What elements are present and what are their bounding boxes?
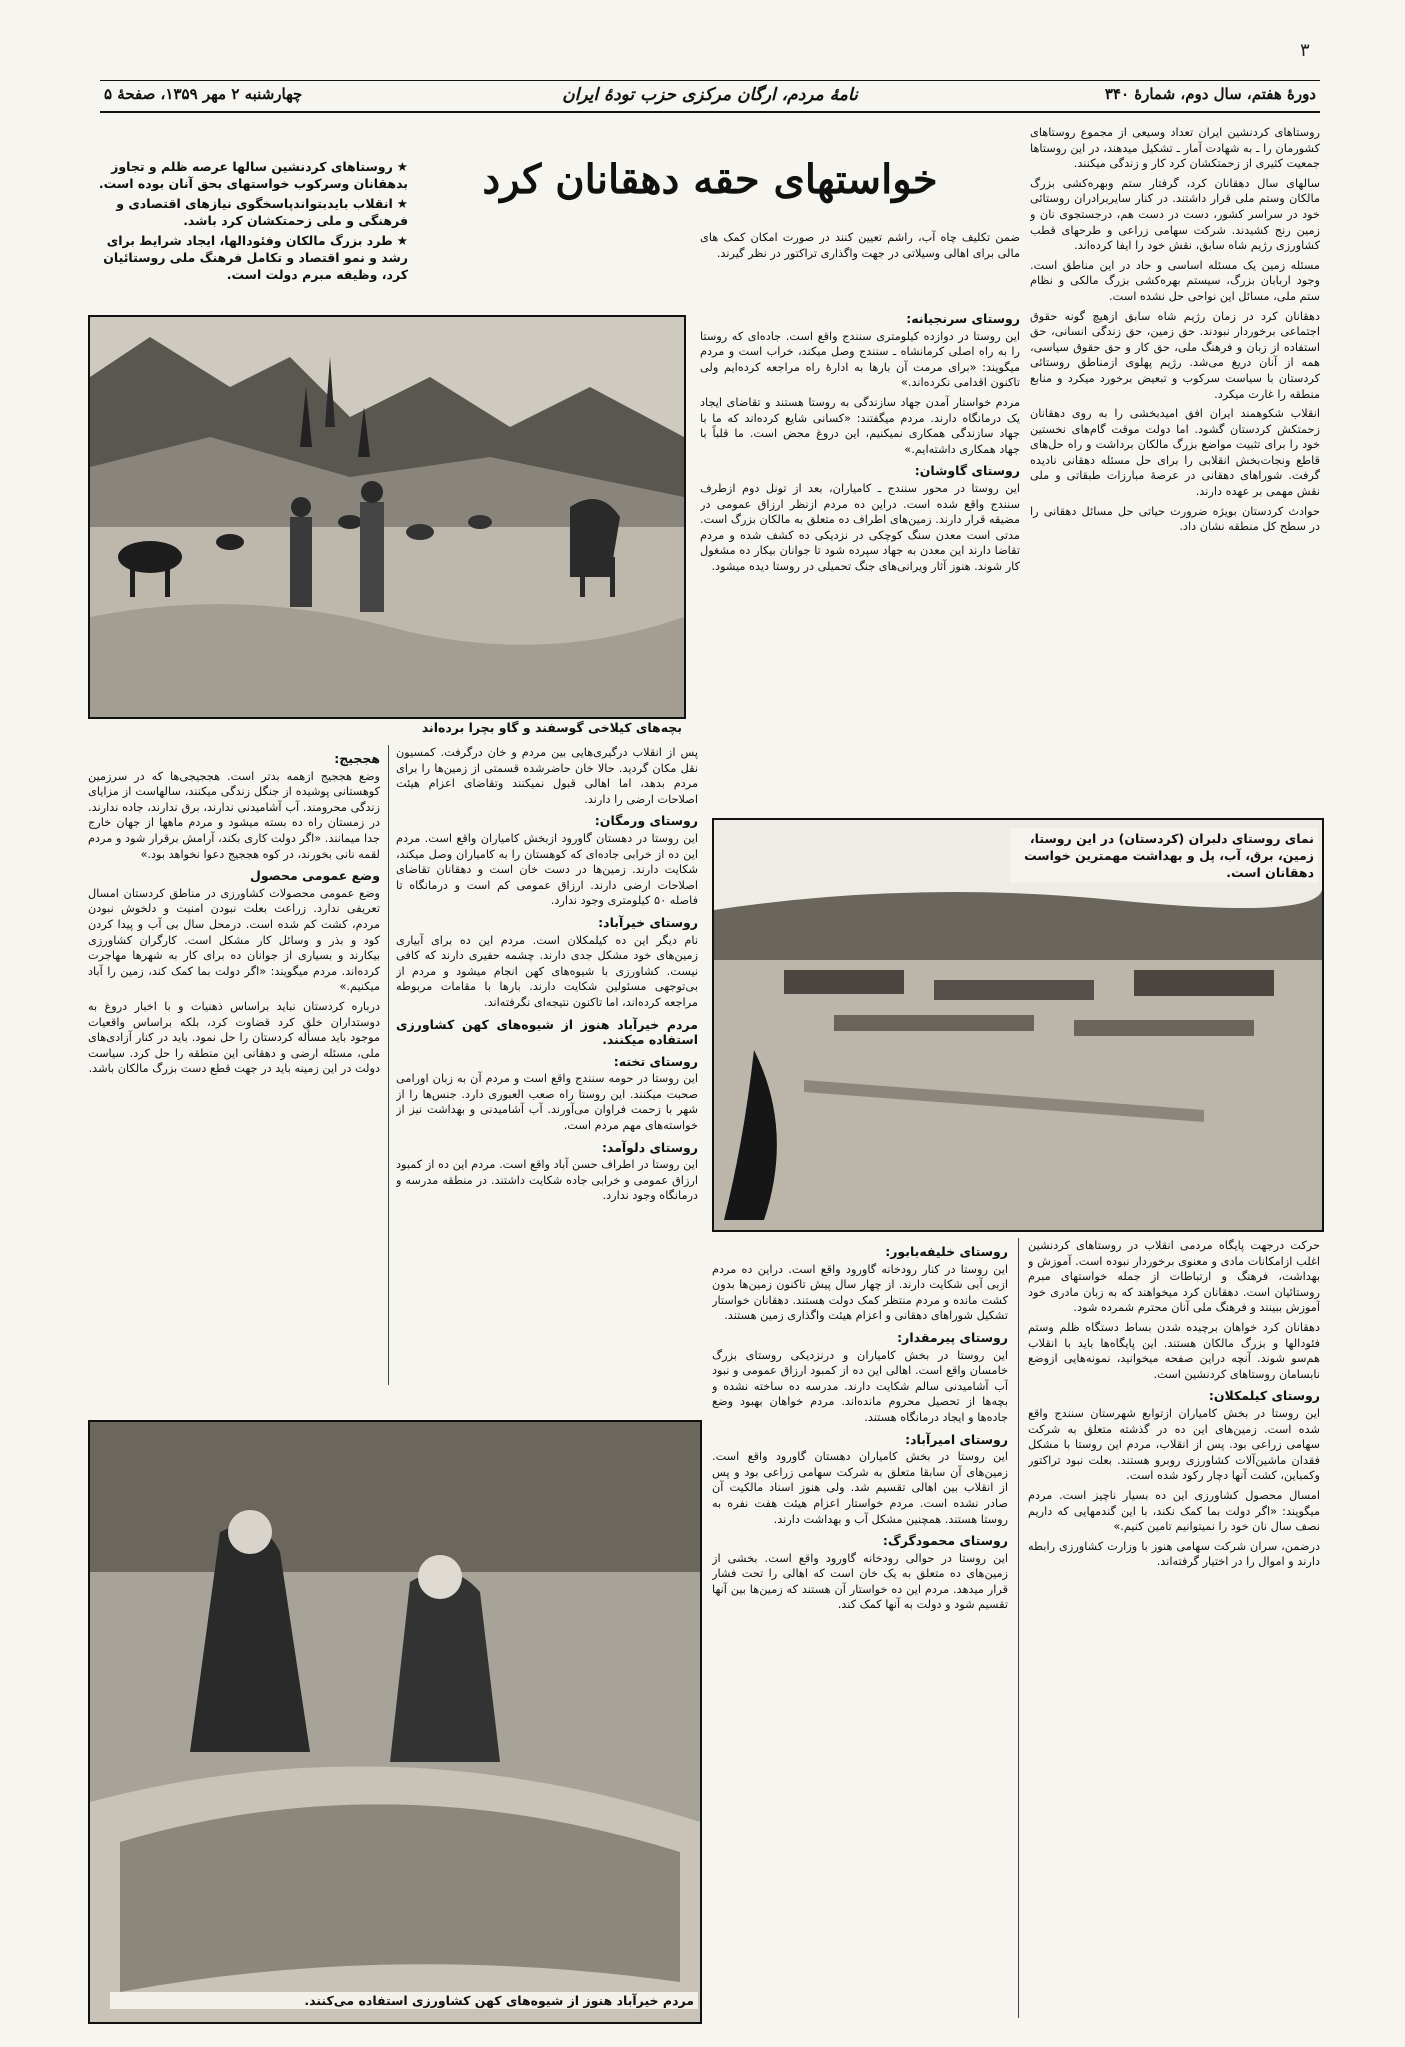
livestock-caption: بچه‌های کیلاخی گوسفند و گاو بچرا برده‌اند [421, 720, 682, 735]
paragraph: پس از انقلاب درگیری‌هایی بین مردم و خان درگرفت. کمسیون نقل مکان گردید. حالا خان حاضرشده قسمتی از زمین‌ها را برای مردم بدهد، اما اهالی قبول نمیکنند وتقاضای اعزام هیئت اصلاحات ارضی را دارند. [396, 746, 698, 806]
column-center-top [700, 230, 1020, 300]
paragraph: این روستا در کنار رودخانه گاورود واقع است. دراین ده مردم ازبی آبی شکایت دارند. از چهار سال پیش تاکنون زمین‌ها بدون کشت مانده و مردم منتظر کمک دولت هستند. دهقانان خواستار تشکیل شوراهای دهقانی و اعزام هیئت واگذاری زمین هستند. [712, 1262, 1008, 1323]
star-icon: ★ [396, 196, 408, 211]
date-page: چهارشنبه ۲ مهر ۱۳۵۹، صفحهٔ ۵ [104, 85, 303, 103]
paragraph: دهقانان کرد خواهان برچیده شدن بساط دستگاه ظلم وستم فئودالها و بزرگ مالکان هستند. این پایگاه‌ها باید با انقلاب هم‌سو شوند. آنچه دراین صفحه میخوانید، نمونه‌هایی ازوضع نابسامان روستاهای کردنشین است. [1028, 1320, 1320, 1381]
paragraph: این روستا در بخش کامیاران دهستان گاورود واقع است. زمین‌های آن سابقا متعلق به شرکت سهامی زراعی بود و پس از انقلاب بین اهالی تقسیم شد. ولی هنوز اسناد مالکیت آن صادر نشده است. مردم خواستار اعزام هیئت هفت نفره به روستا هستند. همچنین مشکل آب و بهداشت دارند. [712, 1450, 1008, 1526]
column-right-top [1030, 125, 1320, 825]
column-center-lower [396, 745, 698, 1415]
paragraph: این روستا در بخش کامیاران ازتوابع شهرستان سنندج واقع شده است. زمین‌های این ده در گذشته متعلق به شرکت سهامی زراعی بود. پس از انقلاب، مردم این روستا با مشکل فقدان ماشین‌آلات کشاورزی روبرو هستند. بعلت نبود تراکتور وکمباین، کشت آنها دچار رکود شده است. [1028, 1406, 1320, 1483]
section-heading: روستای ورمگان: [594, 813, 698, 829]
photo-women [88, 1420, 702, 2024]
paragraph: حوادث کردستان بویژه ضرورت حیاتی حل مسائل دهقانی را در سطح کل منطقه نشان داد. [1030, 504, 1320, 534]
paragraph: نام دیگر این ده کیلمکلان است. مردم این ده برای آبیاری زمین‌های خود مشکل جدی دارند. چشمه حفیری دارند که کافی نیست. کشاورزی با شیوه‌های کهن انجام میشود و مردم از بی‌توجهی مسئولین شکایت دارند. بارها با مقامات مربوطه مراجعه کرده‌اند، اما تاکنون نتیجه‌ای نگرفته‌اند. [396, 933, 698, 1009]
paragraph: مردم خواستار آمدن جهاد سازندگی به روستا هستند و تقاضای ایجاد یک درمانگاه دارند. مردم میگفتند: «کسانی شایع کرده‌اند که ما با جهاد سازندگی همکاری نمیکنیم، این دروغ محض است. ما قلباً با جهاد همکاری داشته‌ایم.» [700, 395, 1020, 456]
section-heading: روستای گاوشان: [914, 463, 1020, 479]
issue-info: دورهٔ هفتم، سال دوم، شمارهٔ ۳۴۰ [1104, 85, 1316, 103]
paragraph: این روستا در دوازده کیلومتری سنندج واقع است. جاده‌ای که روستا را به راه اصلی کرمانشاه ـ سنندج وصل میکند، خراب است و مردم میگویند: «برای مرمت آن بارها به ادارهٔ راه مراجعه کرده‌ایم ولی تاکنون اقدامی نکرده‌اند.» [700, 329, 1020, 390]
headline: خواستهای حقه دهقانان کرد [482, 156, 938, 203]
paragraph: این روستا در دهستان گاورود ازبخش کامیاران واقع است. مردم این ده از خرابی جاده‌ای که کوهستان را به کامیاران وصل میکند، شکایت دارند. زمین‌ها در دست خان است و دهقانان تقاضای اصلاحات ارضی دارند. ارزاق عمومی کم است و درمانگاه تا فاصله ۵۰ کیلومتری وجود ندارد. [396, 831, 698, 908]
section-heading: هججیج: [334, 751, 380, 766]
paragraph: امسال محصول کشاورزی این ده بسیار ناچیز است. مردم میگویند: «اگر دولت بما کمک نکند، با این گندمهایی که داریم نصف سال نان خود را نمیتوانیم تامین کنیم.» [1028, 1488, 1320, 1534]
paragraph: این روستا در بخش کامیاران و درنزدیکی روستای بزرگ خامسان واقع است. اهالی این ده از کمبود ارزاق عمومی و نبود آب آشامیدنی سالم شکایت دارند. مدرسه ده ساخته نشده و بچه‌ها از تحصیل محروم مانده‌اند. مردم خواهان بهبود وضع جاده‌ها و ایجاد درمانگاه هستند. [712, 1348, 1008, 1424]
star-icon: ★ [396, 233, 408, 248]
section-heading: وضع عمومی محصول [250, 868, 380, 884]
section-heading: روستای امیرآباد: [905, 1431, 1008, 1447]
section-heading: روستای تخته: [613, 1053, 698, 1069]
section-heading: روستای پیرمقدار: [897, 1329, 1008, 1345]
bullet-item: ★طرد بزرگ مالکان وفئودالها، ایجاد شرایط برای رشد و نمو اقتصاد و تکامل فرهنگ ملی روستائیان کرد، وظیفه مبرم دولت است. [103, 233, 408, 282]
bullet-item: ★روستاهای کردنشین سالها عرصه ظلم و تجاوز بدهقانان وسرکوب خواستهای بحق آنان بوده است. [98, 159, 408, 191]
paragraph: دهقانان کرد در زمان رژیم شاه سابق ازهیچ گونه حقوق اجتماعی برخوردار نبودند. حق زمین، حق زندگی انسانی، حق استفاده از زبان و فرهنگ ملی، حق کار و حق حقوق سیاسی، همه از آنان دریغ می‌شد. رژیم پهلوی ازمناطق روستائی کردستان با سیاست سرکوب و تبعیض برخورد میکرد و منابع منطقه را غارت میکرد. [1030, 309, 1320, 401]
paragraph: مسئله زمین یک مسئله اساسی و حاد در این مناطق است. وجود اربابان بزرگ، سیستم بهره‌کشی بزرگ مالکی و نظام ستم ملی، مسائل این نواحی حل نشده است. [1030, 258, 1320, 303]
paragraph: حرکت درجهت پایگاه مردمی انقلاب در روستاهای کردنشین اغلب ازامکانات مادی و معنوی برخوردار نبوده است. آموزش و بهداشت، فرهنگ و ارتباطات از جمله خواستهای مبرم روستائیان است. دهقانان کرد میخواهند که به زبان مادری خود آموزش ببینند و فرهنگ ملی آنان محترم شمرده شود. [1028, 1239, 1320, 1315]
column-right-lower [1028, 1238, 1320, 2033]
women-caption: مردم خیرآباد هنوز از شیوه‌های کهن کشاورزی استفاده می‌کنند. [110, 1992, 698, 2009]
section-heading: مردم خیرآباد هنوز از شیوه‌های کهن کشاورزی استفاده میکنند. [396, 1016, 698, 1048]
women-image [90, 1422, 700, 2022]
paragraph: این روستا در اطراف حسن آباد واقع است. مردم این ده از کمبود ارزاق عمومی و خرابی جاده شکایت داشتند. در منطقه مدرسه و درمانگاه وجود ندارد. [396, 1158, 698, 1203]
livestock-image [90, 317, 684, 717]
column-center-right-lower [712, 1238, 1008, 2033]
section-heading: روستای دلوآمد: [601, 1139, 698, 1155]
paragraph: درضمن، سران شرکت سهامی هنوز با وزارت کشاورزی رابطه دارند و اموال را در اختیار گرفته‌اند. [1028, 1539, 1320, 1569]
column-divider [1018, 1238, 1019, 2018]
bullet-item: ★انقلاب بایدبتواندپاسخگوی نیازهای اقتصادی و فرهنگی و ملی زحمتکشان کرد باشد. [116, 196, 408, 228]
paragraph: این روستا در حومه سنندج واقع است و مردم آن به زبان اورامی صحبت میکنند. این روستا راه صعب العبوری دارد. جنس‌ها را از شهر با زحمت فراوان می‌آورند. آب آشامیدنی و بهداشت نیز از خواسته‌های مهم مردم است. [396, 1072, 698, 1133]
photo-livestock [88, 315, 686, 719]
headline-bullets [88, 158, 408, 318]
column-divider [388, 745, 389, 1385]
paragraph: وضع هججیج ازهمه بدتر است. هججیجی‌ها که در سرزمین کوهستانی پوشیده از جنگل زندگی میکنند، سالهاست از مزایای زندگی محرومند. آب آشامیدنی ندارند، برق ندارند، جاده ندارند. در زمستان راه ده بسته میشود و مردم ماهها از جهان خارج جدا میمانند. «اگر دولت کاری بکند، آرامش برقرار شود و مردم لقمه نانی بخورند، در کوه هججیج دعوا نخواهد بود.» [88, 769, 380, 861]
page-corner-mark: ۳ [1300, 40, 1310, 61]
star-icon: ★ [396, 159, 408, 174]
masthead [100, 80, 1320, 113]
section-heading: روستای خیرآباد: [598, 914, 698, 930]
paragraph: انقلاب شکوهمند ایران افق امیدبخشی را به روی دهقانان زحمتکش کردستان گشود. اما دولت موقت گام‌های نخستین خود را برای تثبیت مواضع بزرگ مالکان برداشت و راه حل‌های قاطع ونجات‌بخش انقلابی را برای حل مسئله دهقانی نادیده گرفت. شوراهای دهقانی در عرصهٔ مبارزات طبقاتی و ملی نقش مهمی بر عهده دارند. [1030, 407, 1320, 499]
paragraph: ضمن تکلیف چاه آب، راشم تعیین کنند در صورت امکان کمک های مالی برای اهالی وسیلاتی در جهت واگذاری تراکتور در نظر گیرند. [700, 231, 1020, 260]
paragraph: درباره کردستان نباید براساس ذهنیات و با اخبار دروغ به دوستداران خلق کرد قضاوت کرد، بلکه براساس واقعیات موجود باید مسأله کردستان را حل نمود. باید در کنار آزادی‌های ملی، مسئله ارضی و دهقانی این منطقه را حل کرد. سیاست دولت در این زمینه باید در جهت قطع دست بزرگ مالکان باشد. [88, 999, 380, 1076]
section-heading: روستای سرنجیانه: [906, 311, 1020, 326]
village-caption: نمای روستای دلبران (کردستان) در این روستا، زمین، برق، آب، پل و بهداشت مهمترین خواست دهقانان است. [1010, 828, 1318, 883]
paragraph: این روستا در محور سنندج ـ کامیاران، بعد از تونل دوم ازطرف سنندج واقع شده است. دراین ده مردم ازنظر ارزاق عمومی در مضیقه قرار دارند. زمین‌های اطراف ده متعلق به مالکان بزرگ است. مدتی است معدن سنگ کوچکی در نزدیکی ده کشف شده و مردم تقاضا دارند این معدن به جهاد سپرده شود تا جوانان بیکار ده مشغول کار شوند. هنوز آثار ویرانی‌های جنگ تحمیلی در روستا دیده میشود. [700, 481, 1020, 573]
column-left-mid [88, 745, 380, 1380]
paragraph: روستاهای کردنشین ایران تعداد وسیعی از مجموع روستاهای کشورمان را ـ به شهادت آمار ـ تشکیل میدهند، در این روستاها جمعیت کثیری از زحمتکشان کرد کار و زندگی میکنند. [1030, 126, 1320, 171]
paragraph: سالهای سال دهقانان کرد، گرفتار ستم وبهره‌کشی بزرگ مالکان وستم ملی قرار داشتند. در کنار سایربرادران روستائی خود در سراسر کشور، دست در دست هم، درجستجوی نان و زمین رنج کشیدند. شرکت سهامی زراعی و طرحهای قطب کشاورزی رژیم شاه سابق، نقش خود را ایفا کرده‌اند. [1030, 176, 1320, 253]
column-center-mid [700, 305, 1020, 735]
paragraph: وضع عمومی محصولات کشاورزی در مناطق کردستان امسال تعریفی ندارد. زراعت بعلت نبودن امنیت و دلخوش نبودن مردم، کشت کم شده است. درمحل سال بی آب و پیدا کردن کود و بذر و وسائل کار مشکل است. کارگران کشاورزی بیکارند و بسیاری از جوانان ده برای کار به شهرها مهاجرت کرده‌اند. مردم میگویند: «اگر دولت بما کمک کند، زمین را آباد میکنیم.» [88, 886, 380, 994]
paper-name: نامهٔ مردم، ارگان مرکزی حزب تودهٔ ایران [562, 85, 858, 105]
section-heading: روستای خلیفه‌بابور: [885, 1244, 1008, 1259]
section-heading: روستای محمودگرگ: [882, 1533, 1008, 1549]
section-heading: روستای کیلمکلان: [1208, 1388, 1320, 1404]
paragraph: این روستا در حوالی رودخانه گاورود واقع است. بخشی از زمین‌های ده متعلق به یک خان است که اهالی را تحت فشار قرار میدهد. مردم این ده خواستار آن هستند که زمین‌ها بین آنها تقسیم شود و دولت به آنها کمک کند. [712, 1551, 1008, 1612]
